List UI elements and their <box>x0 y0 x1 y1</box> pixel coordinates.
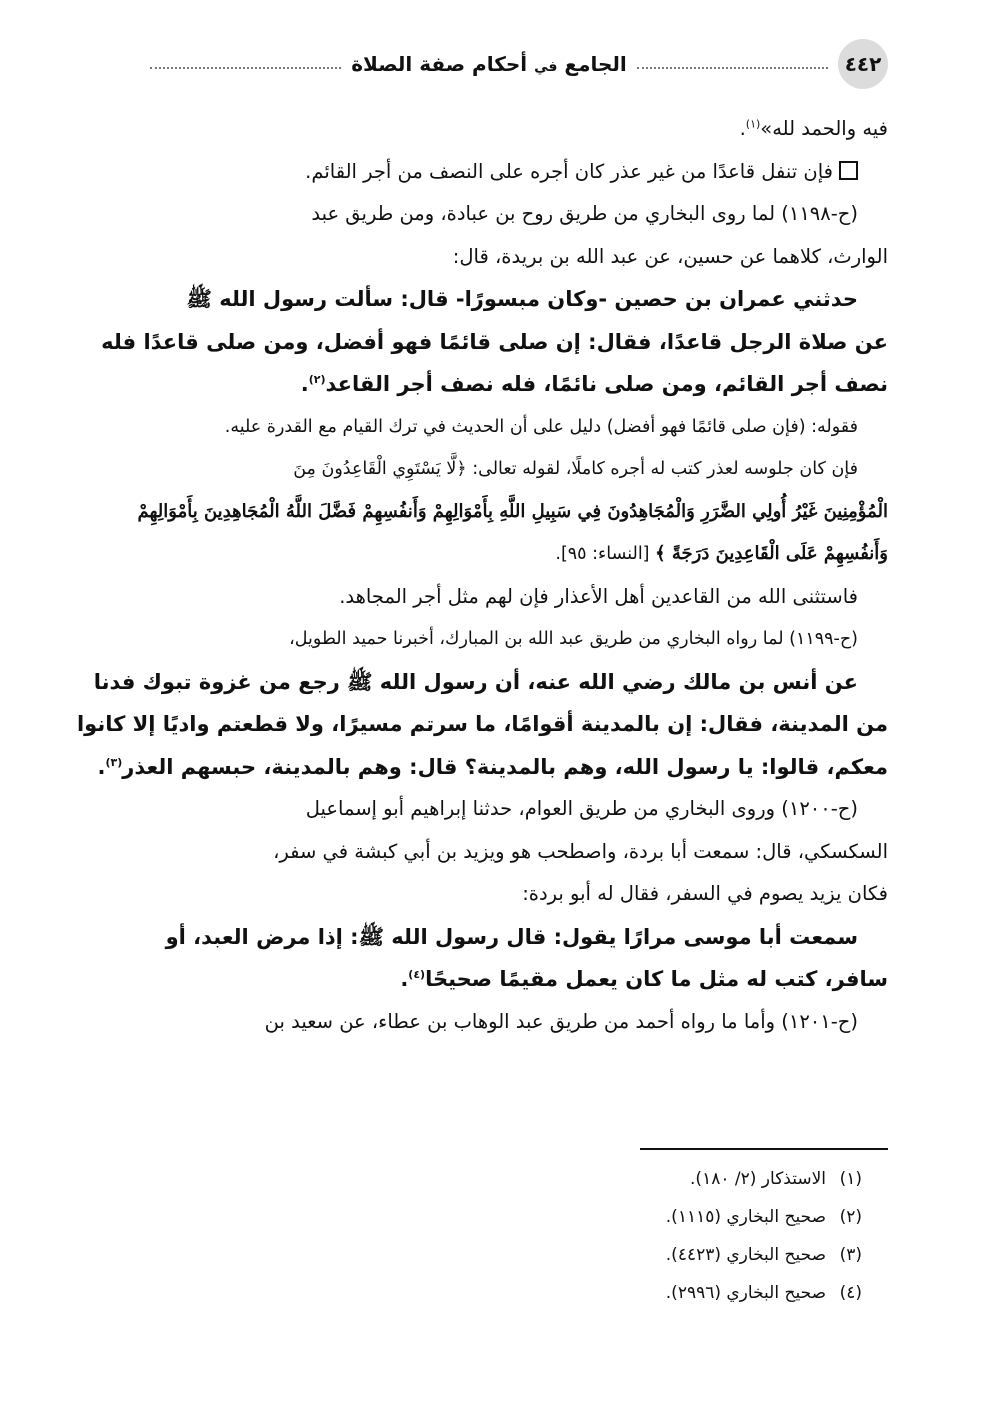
hadith-line <box>144 916 888 959</box>
line-suffix: . <box>739 117 746 140</box>
footnote-ref: (١) <box>745 117 761 131</box>
text-line <box>144 193 888 236</box>
footnote-ref: (٢) <box>308 373 326 386</box>
main-text <box>76 108 888 1043</box>
footnote-item <box>144 1198 888 1236</box>
text-line <box>144 406 888 449</box>
footnote-ref: (٣) <box>105 755 123 769</box>
line-suffix: . <box>97 754 106 779</box>
text-line <box>144 831 888 874</box>
hadith-line <box>101 321 888 364</box>
checkbox-icon <box>839 161 858 180</box>
line-text: معكم، قالوا: يا رسول الله، وهم بالمدينة؟ قال: وهم بالمدينة، حبسهم العذر <box>122 754 888 779</box>
line-text: عن صلاة الرجل قاعدًا، فقال: إن صلى قائمًا فهو أفضل، ومن صلى قاعدًا فله <box>101 329 888 354</box>
line-text: فيه والحمد لله» <box>760 117 888 140</box>
line-text: سمعت أبا موسى مرارًا يقول: قال رسول الله ﷺ: إذا مرض العبد، أو <box>165 924 858 949</box>
line-text: من المدينة، فقال: إن بالمدينة أقوامًا، ما سرتم مسيرًا، ولا قطعتم واديًا إلا كانوا <box>76 712 888 736</box>
footnote-text: صحيح البخاري (١١١٥). <box>665 1207 826 1227</box>
header-dots-left <box>150 67 341 69</box>
hadith-line <box>144 958 888 1001</box>
running-title <box>351 52 627 76</box>
line-text: حدثني عمران بن حصين -وكان مبسورًا- قال: سألت رسول الله ﷺ <box>186 287 858 311</box>
running-title-main: الجامع <box>564 52 627 76</box>
text-line <box>144 151 888 194</box>
quran-line <box>144 533 888 576</box>
text-line <box>144 108 888 151</box>
footnote-item <box>144 1274 888 1312</box>
text-line <box>144 873 888 916</box>
hadith-line <box>144 278 888 321</box>
line-text: وَأَنفُسِهِمْ عَلَى الْقَاعِدِينَ دَرَجَةً ﴾ <box>655 543 888 564</box>
line-text: فاستثنى الله من القاعدين أهل الأعذار فإن لهم مثل أجر المجاهد. <box>339 584 858 608</box>
line-text: سافر، كتب له مثل ما كان يعمل مقيمًا صحيحًا <box>425 967 888 991</box>
footnotes <box>144 1160 888 1312</box>
text-line <box>144 448 888 491</box>
text-line <box>144 788 888 831</box>
footnote-number: (١) <box>839 1169 862 1189</box>
footnote-text: الاستذكار (٢/ ١٨٠). <box>690 1169 826 1189</box>
line-text: عن أنس بن مالك رضي الله عنه، أن رسول الله ﷺ رجع من غزوة تبوك فدنا <box>93 669 858 694</box>
line-suffix: . <box>300 372 309 396</box>
line-text: (ح-١٢٠٠) وروى البخاري من طريق العوام، حدثنا إبراهيم أبو إسماعيل <box>305 797 858 820</box>
quran-reference: [النساء: ٩٥]. <box>555 544 656 564</box>
line-text: السكسكي، قال: سمعت أبا بردة، واصطحب هو ويزيد بن أبي كبشة في سفر، <box>273 839 888 863</box>
quran-line <box>137 491 888 534</box>
footnote-ref: (٤) <box>408 968 426 981</box>
line-text: (ح-١٢٠١) وأما ما رواه أحمد من طريق عبد الوهاب بن عطاء، عن سعيد بن <box>264 1009 858 1033</box>
running-title-rest: أحكام صفة الصلاة <box>351 52 528 76</box>
text-line <box>144 236 888 279</box>
page-number: ٤٤٢ <box>838 39 888 89</box>
footnote-number: (٣) <box>839 1245 862 1265</box>
running-title-small: في <box>534 59 558 75</box>
line-text: فإن كان جلوسه لعذر كتب له أجره كاملًا، لقوله تعالى: ﴿لَّا يَسْتَوِي الْقَاعِدُونَ مِنَ <box>293 459 858 479</box>
footnote-number: (٢) <box>839 1207 862 1227</box>
line-text: فإن تنفل قاعدًا من غير عذر كان أجره على النصف من أجر القائم. <box>305 159 833 183</box>
text-line <box>144 1001 888 1044</box>
page-header <box>140 38 888 90</box>
line-suffix: . <box>400 967 409 991</box>
line-text: فكان يزيد يصوم في السفر، فقال له أبو بردة: <box>522 882 888 905</box>
footnote-item <box>144 1160 888 1198</box>
line-text: (ح-١١٩٩) لما رواه البخاري من طريق عبد الله بن المبارك، أخبرنا حميد الطويل، <box>289 629 858 649</box>
footnote-item <box>144 1236 888 1274</box>
header-dots-right <box>637 67 828 69</box>
hadith-line <box>144 363 888 406</box>
line-text: الوارث، كلاهما عن حسين، عن عبد الله بن بريدة، قال: <box>452 244 888 268</box>
hadith-line <box>97 746 888 789</box>
text-line <box>144 618 888 661</box>
footnote-text: صحيح البخاري (٢٩٩٦). <box>665 1283 826 1303</box>
footnote-number: (٤) <box>839 1283 862 1303</box>
footnote-text: صحيح البخاري (٤٤٢٣). <box>665 1245 826 1265</box>
line-text: الْمُؤْمِنِينَ غَيْرُ أُولِي الضَّرَرِ وَالْمُجَاهِدُونَ فِي سَبِيلِ اللَّهِ بِأَمْوَالِهِمْ وَأَنفُسِهِمْ فَضَّلَ اللَّهُ الْمُجَاهِدِينَ بِأَمْوَالِهِمْ <box>137 500 888 522</box>
hadith-line <box>76 703 888 746</box>
line-text: فقوله: (فإن صلى قائمًا فهو أفضل) دليل على أن الحديث في ترك القيام مع القدرة عليه. <box>224 416 858 437</box>
line-text: نصف أجر القائم، ومن صلى نائمًا، فله نصف أجر القاعد <box>325 372 888 396</box>
line-text: (ح-١١٩٨) لما روى البخاري من طريق روح بن عبادة، ومن طريق عبد <box>311 202 858 225</box>
hadith-line <box>93 661 888 704</box>
text-line <box>144 576 888 619</box>
footnote-separator <box>640 1148 888 1150</box>
